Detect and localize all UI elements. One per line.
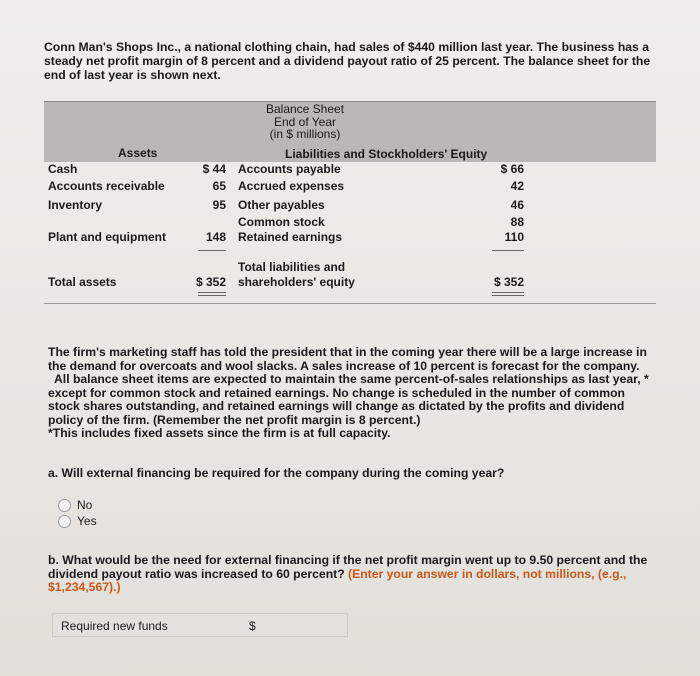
liab-label-retained: Retained earnings (238, 230, 343, 244)
balance-sheet-title (200, 103, 410, 141)
question-a: a. Will external financing be required for the company during the coming year? (48, 466, 505, 480)
double-underline (492, 292, 524, 293)
double-underline (198, 292, 226, 293)
intro-text: Conn Man's Shops Inc., a national clothing chain, had sales of $440 million last year. The business has a steady net profit margin of 8 percent and a dividend payout ratio of 25 percent. The balance sheet for the end of last year is shown next. (44, 40, 651, 82)
liab-label-payable: Accounts payable (238, 162, 341, 176)
liab-value-other: 46 (510, 198, 524, 212)
required-funds-row[interactable] (52, 613, 348, 637)
title-line-1: Balance Sheet (265, 102, 345, 116)
problem-paragraph (48, 346, 654, 441)
liab-value-accrued: 42 (510, 179, 524, 193)
total-assets-label: Total assets (48, 275, 117, 289)
assets-header: Assets (118, 146, 158, 160)
underline (198, 250, 226, 251)
liab-value-payable: $ 66 (500, 162, 524, 176)
paragraph-line: The firm's marketing staff has told the president that in the coming year there will be a large increase in the demand for overcoats and wool slacks. A sales increase of 10 percent is forecast for the company. (48, 345, 647, 373)
question-b-note: (Enter your answer in dollars, not millions, (e.g., $1,234,567).) (48, 566, 627, 594)
total-liab-label-1: Total liabilities and (238, 260, 346, 274)
radio-button[interactable] (58, 499, 71, 512)
total-liab-value: $ 352 (493, 275, 524, 289)
radio-button[interactable] (58, 515, 71, 528)
required-funds-label: Required new funds (61, 619, 168, 633)
paragraph-footnote: *This includes fixed assets since the firm is at full capacity. (48, 426, 391, 440)
currency-symbol: $ (249, 619, 256, 633)
table-bottom-rule (44, 303, 656, 304)
double-underline (492, 295, 524, 296)
total-liab-label-2: shareholders' equity (238, 275, 355, 289)
option-no[interactable] (58, 498, 92, 512)
asset-value-receivable: 65 (212, 179, 226, 193)
asset-label-receivable: Accounts receivable (48, 179, 165, 193)
asset-value-inventory: 95 (212, 198, 226, 212)
liab-value-common: 88 (510, 215, 524, 229)
asset-label-inventory: Inventory (48, 198, 103, 212)
liab-label-other: Other payables (238, 198, 325, 212)
paragraph-line: All balance sheet items are expected to maintain the same percent-of-sales relationships as last year, * except for common stock and retained earnings. No change is scheduled in the number of common stock shares outstanding, and retained earnings will change as dictated by the profits and dividend policy of the firm. (Remember the net profit margin is 8 percent.) (48, 372, 649, 427)
underline (492, 250, 524, 251)
title-line-3: (in $ millions) (269, 127, 341, 141)
option-yes[interactable] (58, 514, 97, 528)
double-underline (198, 295, 226, 296)
asset-label-plant: Plant and equipment (48, 230, 167, 244)
liabilities-header: Liabilities and Stockholders' Equity (285, 147, 488, 161)
question-b-text: b. What would be the need for external financing if the net profit margin went up to 9.50 percent and the dividend payout ratio was increased to 60 percent? (48, 553, 648, 581)
option-label: No (77, 498, 93, 512)
asset-value-cash: $ 44 (202, 162, 226, 176)
liab-value-retained: 110 (504, 230, 524, 244)
asset-label-cash: Cash (48, 162, 78, 176)
total-assets-value: $ 352 (195, 275, 226, 289)
question-b (48, 554, 658, 595)
liab-label-common: Common stock (238, 215, 325, 229)
liab-label-accrued: Accrued expenses (238, 179, 345, 193)
title-line-2: End of Year (273, 114, 337, 129)
option-label: Yes (77, 514, 97, 528)
asset-value-plant: 148 (205, 230, 226, 244)
